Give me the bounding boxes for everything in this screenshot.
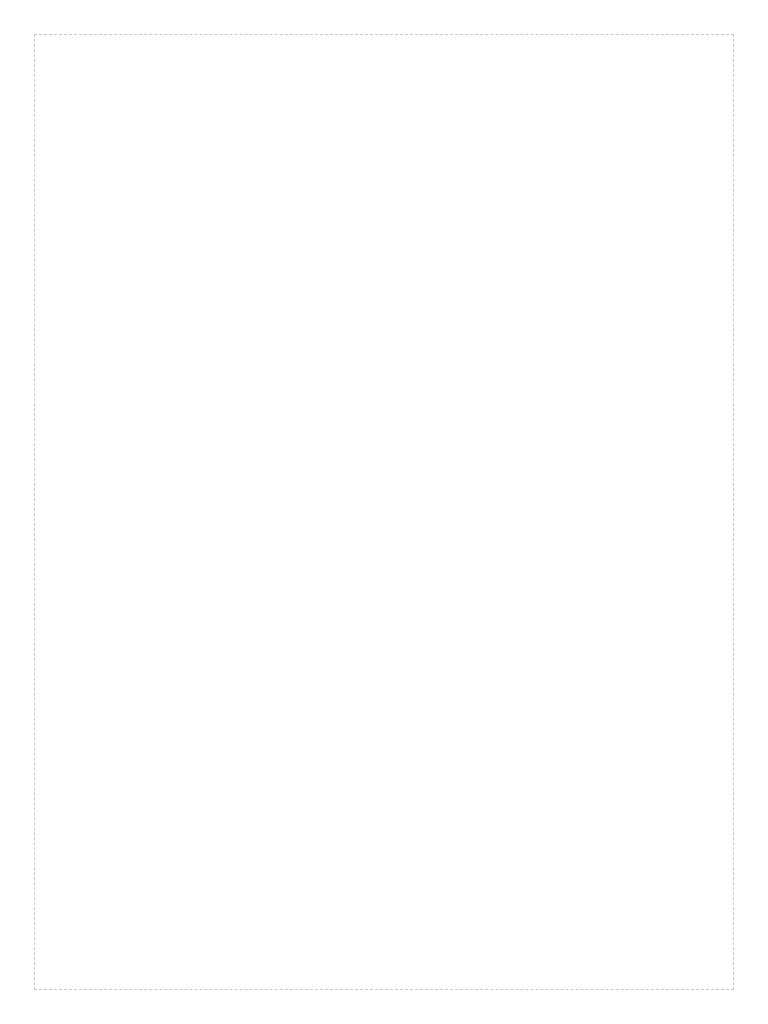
empty-canvas: [34, 34, 734, 990]
